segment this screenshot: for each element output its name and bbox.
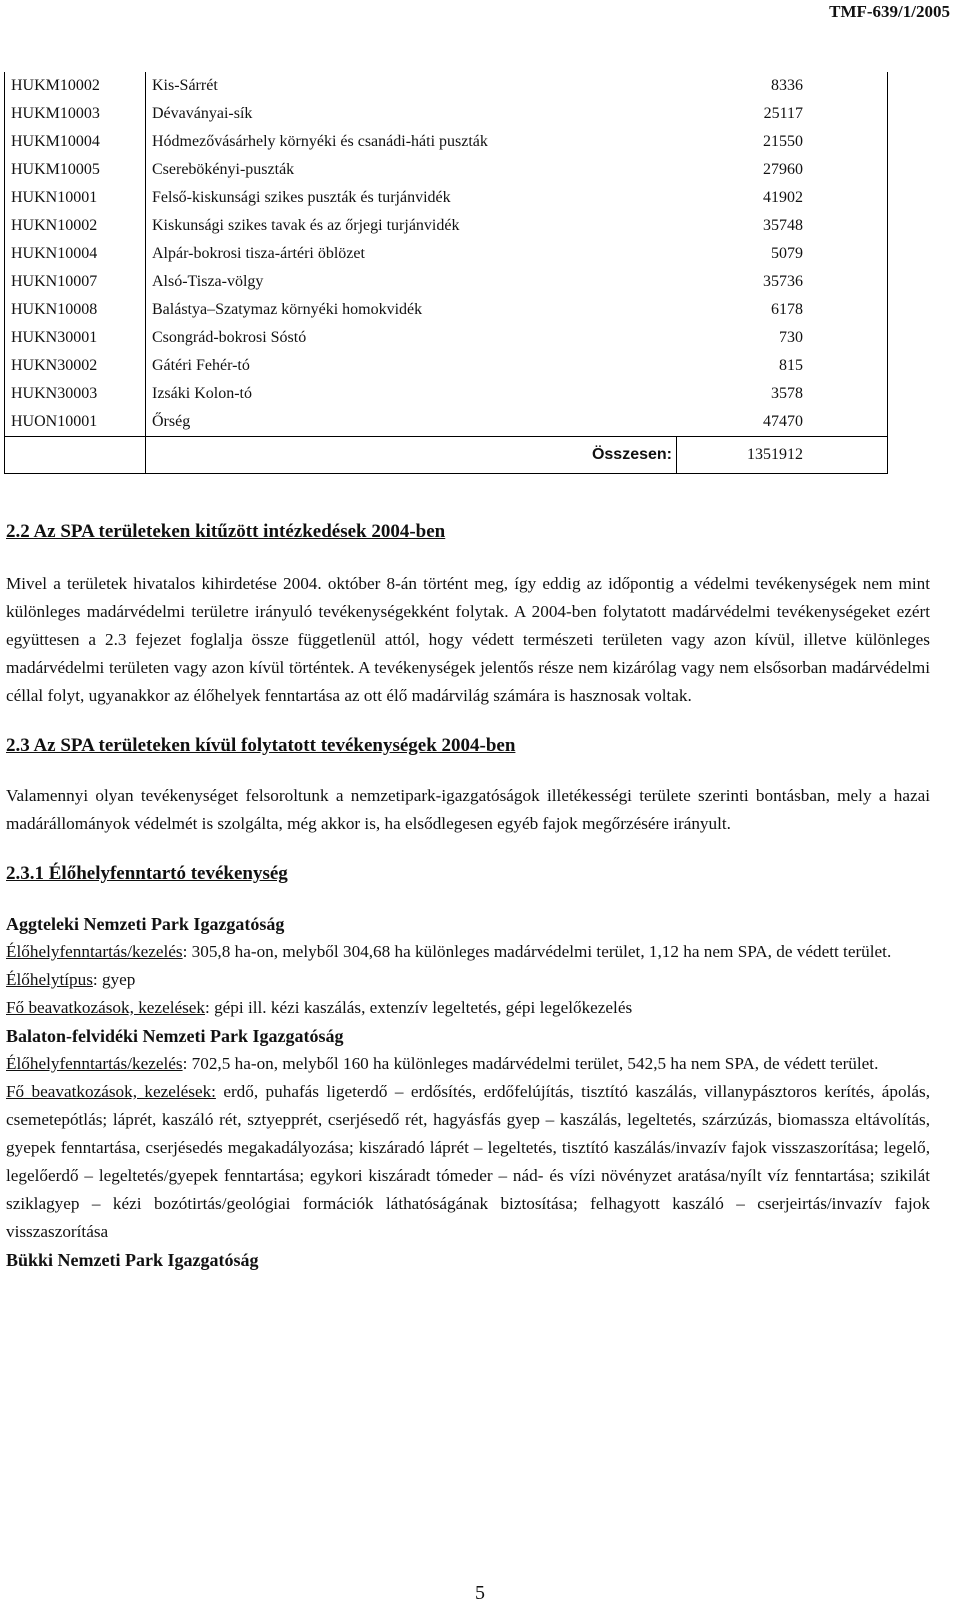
spa-sites-table [4, 72, 888, 474]
site-code: HUKM10003 [5, 100, 146, 128]
site-name: Dévaványai-sík [152, 105, 253, 122]
operations-text: : gépi ill. kézi kaszálás, extenzív legeltetés, gépi legelőkezelés [205, 998, 633, 1017]
site-code: HUON10001 [5, 408, 146, 437]
site-area: 8336 [677, 72, 888, 100]
park-balaton-maintenance [6, 1050, 930, 1078]
table-total-row [5, 437, 888, 474]
operations-label: Fő beavatkozások, kezelések [6, 998, 206, 1017]
table-row [5, 240, 888, 268]
habitat-type-text: : gyep [92, 970, 136, 989]
park-aggtelek-operations [6, 994, 930, 1022]
section-2-2-heading: 2.2 Az SPA területeken kitűzött intézkedések 2004-ben [6, 521, 446, 542]
site-code: HUKN10001 [5, 184, 146, 212]
site-area: 815 [677, 352, 888, 380]
table-row [5, 324, 888, 352]
site-code: HUKM10002 [5, 72, 146, 100]
site-area: 3578 [677, 380, 888, 408]
section-2-2-body: Mivel a területek hivatalos kihirdetése 2004. október 8-án történt meg, így eddig az időpontig a védelmi tevékenységek nem mint különleges madárvédelmi területre irányuló tevékenységekként folytak. A 2004-ben folytatott madárvédelmi tevékenységeket ezért együttesen a 2.3 fejezet foglalja össze függetlenül attól, hogy védett természeti területen vagy azon kívül, illetve különleges madárvédelmi területen vagy azon kívül történtek. A tevékenységek jelentős része nem kizárólag vagy nem elsősorban madárvédelmi céllal folyt, ugyanakkor az élőhelyek fenntartása az ott élő madárvilág számára is hasznosak voltak. [6, 574, 930, 705]
site-name: Felső-kiskunsági szikes puszták és turjánvidék [152, 189, 451, 206]
section-2-3-1-heading: 2.3.1 Élőhelyfenntartó tevékenység [6, 863, 288, 884]
site-area: 21550 [677, 128, 888, 156]
site-area: 41902 [677, 184, 888, 212]
table-row [5, 268, 888, 296]
park-balaton-operations [6, 1078, 930, 1246]
table-row [5, 72, 888, 100]
total-empty-cell [5, 437, 146, 474]
site-area: 35748 [677, 212, 888, 240]
park-aggtelek-habitat [6, 966, 930, 994]
site-name: Kis-Sárrét [152, 77, 218, 94]
site-name: Cserebökényi-puszták [152, 161, 295, 178]
site-name: Alpár-bokrosi tisza-ártéri öblözet [152, 245, 365, 262]
site-area: 5079 [677, 240, 888, 268]
table-row [5, 408, 888, 437]
maintenance-text: : 702,5 ha-on, melyből 160 ha különleges madárvédelmi terület, 542,5 ha nem SPA, de védett terület. [182, 1054, 879, 1073]
section-2-3-heading: 2.3 Az SPA területeken kívül folytatott tevékenységek 2004-ben [6, 735, 516, 756]
document-reference: TMF-639/1/2005 [829, 2, 950, 21]
park-name-aggtelek: Aggteleki Nemzeti Park Igazgatóság [6, 914, 285, 934]
site-area: 35736 [677, 268, 888, 296]
site-code: HUKN30002 [5, 352, 146, 380]
total-label: Összesen: [146, 437, 677, 474]
site-name: Balástya–Szatymaz környéki homokvidék [152, 301, 423, 318]
maintenance-label: Élőhelyfenntartás/kezelés [6, 942, 183, 961]
park-name-bukk: Bükki Nemzeti Park Igazgatóság [6, 1250, 259, 1270]
table-row [5, 128, 888, 156]
table-row [5, 156, 888, 184]
site-name: Gátéri Fehér-tó [152, 357, 250, 374]
operations-label: Fő beavatkozások, kezelések: [6, 1082, 216, 1101]
table-row [5, 296, 888, 324]
document-body [6, 518, 930, 1274]
site-code: HUKN10008 [5, 296, 146, 324]
section-2-3-body: Valamennyi olyan tevékenységet felsoroltunk a nemzetipark-igazgatóságok illetékességi területe szerinti bontásban, mely a hazai madárállományok védelmét is szolgálta, még akkor is, ha elsődlegesen egyéb fajok megőrzésére irányult. [6, 786, 930, 833]
maintenance-label: Élőhelyfenntartás/kezelés [6, 1054, 183, 1073]
site-area: 47470 [677, 408, 888, 437]
site-area: 730 [677, 324, 888, 352]
total-value: 1351912 [677, 437, 888, 474]
table-row [5, 380, 888, 408]
table-row [5, 100, 888, 128]
site-code: HUKN10004 [5, 240, 146, 268]
table-row [5, 184, 888, 212]
site-code: HUKM10004 [5, 128, 146, 156]
site-name: Csongrád-bokrosi Sóstó [152, 329, 307, 346]
site-code: HUKN10002 [5, 212, 146, 240]
site-code: HUKN30003 [5, 380, 146, 408]
site-code: HUKN10007 [5, 268, 146, 296]
site-area: 25117 [677, 100, 888, 128]
park-name-balaton: Balaton-felvidéki Nemzeti Park Igazgatóság [6, 1026, 344, 1046]
site-name: Kiskunsági szikes tavak és az őrjegi turjánvidék [152, 217, 460, 234]
site-area: 6178 [677, 296, 888, 324]
site-name: Alsó-Tisza-völgy [152, 273, 264, 290]
site-name: Hódmezővásárhely környéki és csanádi-háti puszták [152, 133, 488, 150]
table-row [5, 212, 888, 240]
table-row [5, 352, 888, 380]
maintenance-text: : 305,8 ha-on, melyből 304,68 ha különleges madárvédelmi terület, 1,12 ha nem SPA, de védett terület. [182, 942, 892, 961]
park-aggtelek-maintenance [6, 938, 930, 966]
page-number: 5 [475, 1582, 485, 1604]
site-name: Őrség [152, 413, 191, 430]
site-code: HUKN30001 [5, 324, 146, 352]
site-area: 27960 [677, 156, 888, 184]
operations-text: erdő, puhafás ligeterdő – erdősítés, erdőfelújítás, tisztító kaszálás, villanypásztoros kerítés, ápolás, csemetepótlás; láprét, kaszáló rét, sztyepprét, cserjésedő rét, hagyásfás gyep – kaszálás, legeltetés, szárzúzás, biomassza eltávolítás, gyepek fenntartása, cserjésedés megakadályozása; kiszáradó láprét – legeltetés, tisztító kaszálás/invazív fajok visszaszorítása; legelő, legelőerdő – legeltetés/gyepek fenntartása; egykori kiszáradt tómeder – nád- és vízi növényzet aratása/nyílt víz fenntartása; szikilát sziklagyep – kézi bozótirtás/geológiai formációk láthatóságának biztosítása; felhagyott kaszáló – cserjeirtás/invazív fajok visszaszorítása [6, 1082, 930, 1241]
habitat-type-label: Élőhelytípus [6, 970, 93, 989]
site-code: HUKM10005 [5, 156, 146, 184]
site-name: Izsáki Kolon-tó [152, 385, 252, 402]
